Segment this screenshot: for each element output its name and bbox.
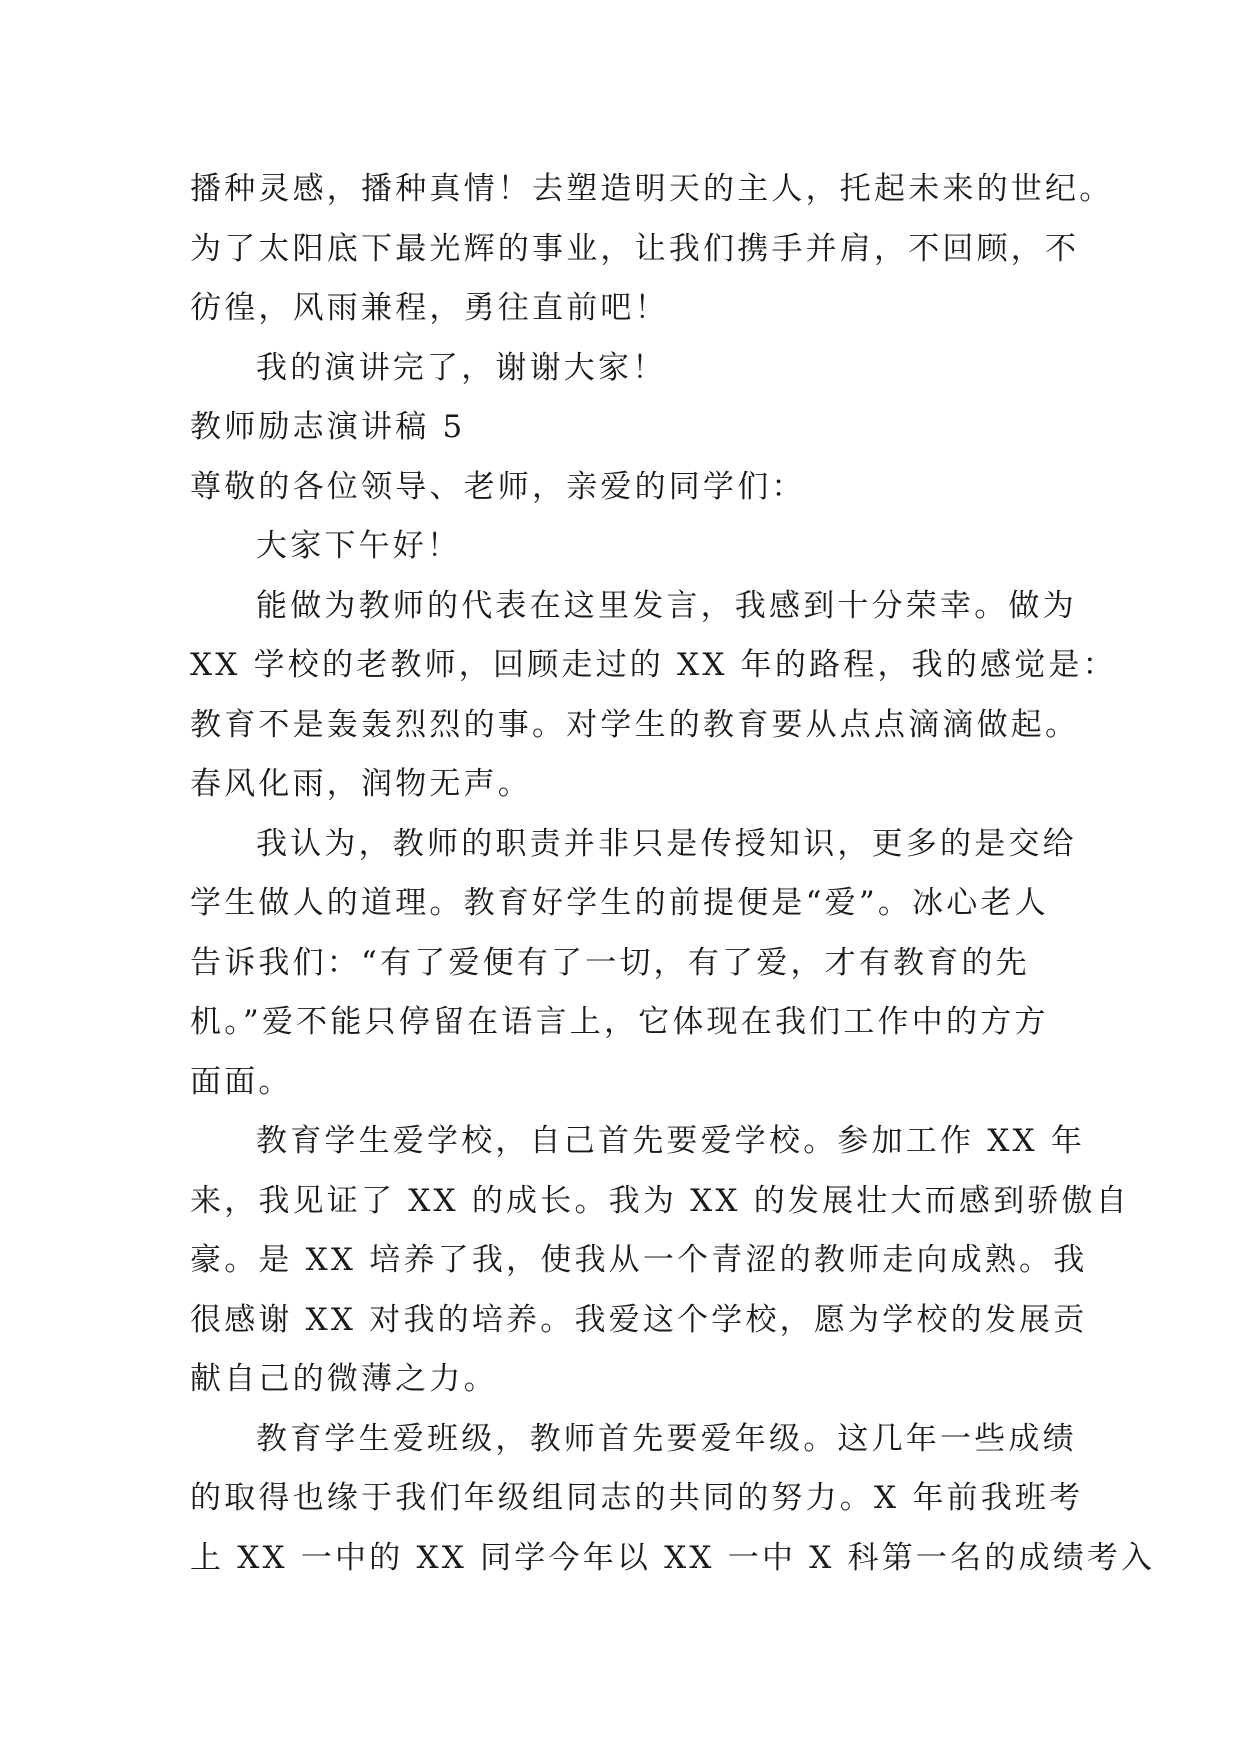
salutation: 尊敬的各位领导、老师，亲爱的同学们： (190, 468, 806, 505)
text-line-20: 很感谢 XX 对我的培养。我爱这个学校，愿为学校的发展贡 (190, 1301, 1088, 1338)
text-line-17: 教育学生爱学校，自己首先要爱学校。参加工作 XX 年 (256, 1123, 1086, 1159)
text-line-2: 为了太阳底下最光辉的事业，让我们携手并肩，不回顾，不 (190, 230, 1080, 267)
text-line-12: 我认为，教师的职责并非只是传授知识，更多的是交给 (256, 825, 1077, 862)
section-title: 教师励志演讲稿 5 (190, 409, 466, 445)
text-line-1: 播种灵感，播种真情！去塑造明天的主人，托起未来的世纪。 (190, 171, 1114, 207)
text-line-11: 春风化雨，润物无声。 (190, 766, 532, 802)
text-line-3: 彷徨，风雨兼程，勇往直前吧！ (190, 290, 669, 326)
text-line-19: 豪。是 XX 培养了我，使我从一个青涩的教师走向成熟。我 (190, 1242, 1088, 1278)
text-line-21: 献自己的微薄之力。 (190, 1361, 498, 1397)
text-line-4: 我的演讲完了，谢谢大家！ (256, 349, 667, 386)
text-line-22: 教育学生爱班级，教师首先要爱年级。这几年一些成绩 (256, 1420, 1077, 1457)
text-line-13: 学生做人的道理。教育好学生的前提便是“爱”。冰心老人 (190, 885, 1049, 921)
text-line-23: 的取得也缘于我们年级组同志的共同的努力。X 年前我班考 (190, 1480, 1084, 1516)
text-line-18: 来，我见证了 XX 的成长。我为 XX 的发展壮大而感到骄傲自 (190, 1182, 1130, 1219)
text-line-14: 告诉我们：“有了爱便有了一切，有了爱，才有教育的先 (190, 944, 1030, 981)
document-body (190, 160, 1156, 1588)
greeting: 大家下午好！ (256, 528, 462, 564)
text-line-24: 上 XX 一中的 XX 同学今年以 XX 一中 X 科第一名的成绩考入 (190, 1539, 1156, 1576)
text-line-10: 教育不是轰轰烈烈的事。对学生的教育要从点点滴滴做起。 (190, 706, 1080, 743)
text-line-16: 面面。 (190, 1063, 293, 1100)
text-line-9: XX 学校的老教师，回顾走过的 XX 年的路程，我的感觉是： (190, 647, 1117, 683)
text-line-8: 能做为教师的代表在这里发言，我感到十分荣幸。做为 (256, 587, 1077, 624)
text-line-15: 机。”爱不能只停留在语言上，它体现在我们工作中的方方 (190, 1004, 1049, 1040)
